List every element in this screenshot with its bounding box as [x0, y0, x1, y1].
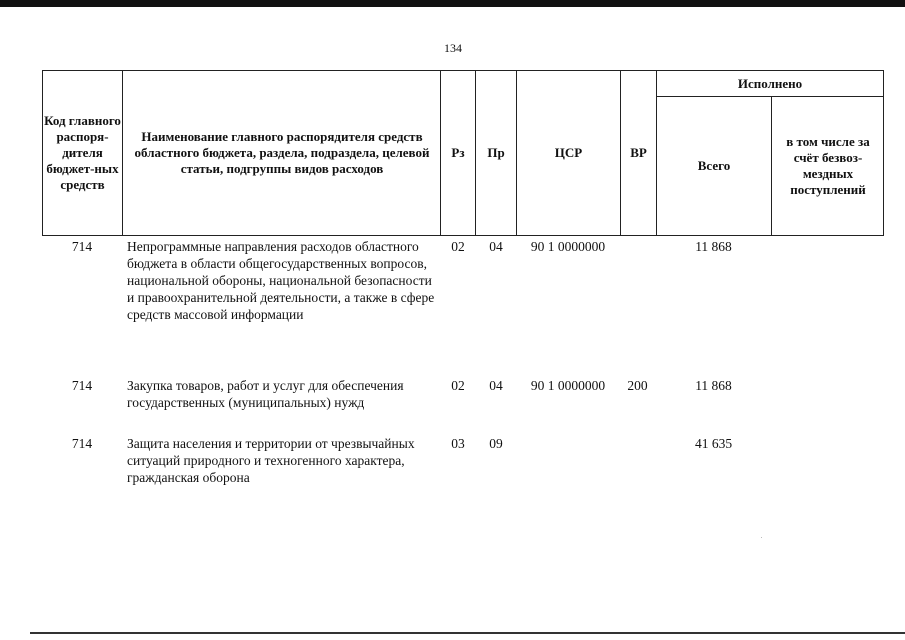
header-pr: Пр: [487, 145, 505, 160]
row-csr: 90 1 0000000: [530, 378, 606, 393]
row-name: Закупка товаров, работ и услуг для обеспечения государственных (муниципальных) нужд: [127, 378, 404, 410]
scan-speck: [761, 537, 762, 538]
row-code: 714: [71, 436, 93, 451]
header-name: Наименование главного распорядителя средств областного бюджета, раздела, подраздела, целевой статьи, подгруппы видов расходов: [134, 129, 430, 176]
row-total: 11 868: [695, 239, 732, 254]
bottom-border: [30, 632, 905, 634]
row-rz: 02: [451, 239, 465, 254]
row-vr: 200: [627, 378, 648, 393]
row-rz: 03: [451, 436, 465, 451]
page-number: 134: [444, 41, 462, 55]
header-rz: Рз: [451, 145, 465, 160]
header-csr: ЦСР: [554, 145, 583, 160]
row-rz: 02: [451, 378, 465, 393]
header-including: в том числе за счёт безвоз-мездных поступлений: [786, 134, 870, 197]
row-name: Защита населения и территории от чрезвычайных ситуаций природного и техногенного характера, гражданская оборона: [127, 436, 415, 485]
header-executed: Исполнено: [737, 75, 803, 91]
row-name: Непрограммные направления расходов областного бюджета в области общегосударственных вопросов, национальной обороны, национальной безопасности и правоохранительной деятельности, а также в сфере средств массовой информации: [127, 239, 435, 322]
row-pr: 09: [489, 436, 503, 451]
top-border: [0, 0, 905, 7]
table-header: [42, 70, 884, 236]
row-pr: 04: [489, 378, 503, 393]
header-total: Всего: [697, 158, 731, 173]
row-code: 714: [71, 239, 93, 254]
row-code: 714: [71, 378, 93, 393]
row-total: 11 868: [695, 378, 732, 393]
row-total: 41 635: [694, 436, 733, 451]
row-pr: 04: [489, 239, 503, 254]
row-csr: 90 1 0000000: [530, 239, 606, 254]
header-vr: ВР: [630, 145, 647, 160]
header-code: Код главного распоря-дителя бюджет-ных средств: [44, 113, 121, 192]
